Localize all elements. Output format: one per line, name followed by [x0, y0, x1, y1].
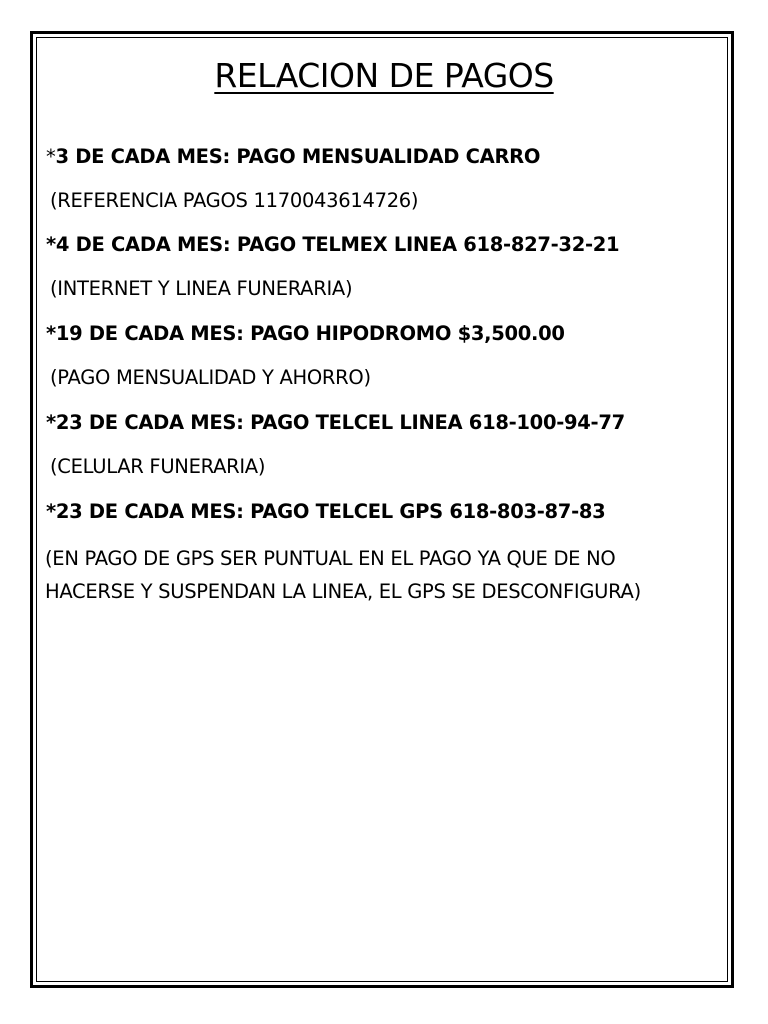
entry-2-detail: (INTERNET Y LINEA FUNERARIA) — [50, 277, 353, 300]
entry-5-heading: *23 DE CADA MES: PAGO TELCEL GPS 618-803-87-83 — [46, 500, 606, 523]
document-title: RELACION DE PAGOS — [214, 56, 554, 95]
gps-note-line-1: (EN PAGO DE GPS SER PUNTUAL EN EL PAGO YA QUE DE NO — [45, 547, 616, 570]
entry-1-heading-text: 3 DE CADA MES: PAGO MENSUALIDAD CARRO — [55, 145, 541, 168]
entry-4-detail: (CELULAR FUNERARIA) — [50, 455, 266, 478]
gps-note-line-2: HACERSE Y SUSPENDAN LA LINEA, EL GPS SE DESCONFIGURA) — [45, 580, 641, 603]
entry-3-detail: (PAGO MENSUALIDAD Y AHORRO) — [50, 366, 371, 389]
entry-1-detail: (REFERENCIA PAGOS 1170043614726) — [50, 189, 419, 212]
entry-4-heading: *23 DE CADA MES: PAGO TELCEL LINEA 618-100-94-77 — [46, 411, 625, 434]
entry-1-heading — [46, 145, 540, 168]
entry-3-heading: *19 DE CADA MES: PAGO HIPODROMO $3,500.00 — [46, 322, 565, 345]
entry-1-asterisk: * — [46, 145, 56, 168]
gps-note — [45, 542, 705, 608]
entry-2-heading: *4 DE CADA MES: PAGO TELMEX LINEA 618-827-32-21 — [46, 233, 620, 256]
